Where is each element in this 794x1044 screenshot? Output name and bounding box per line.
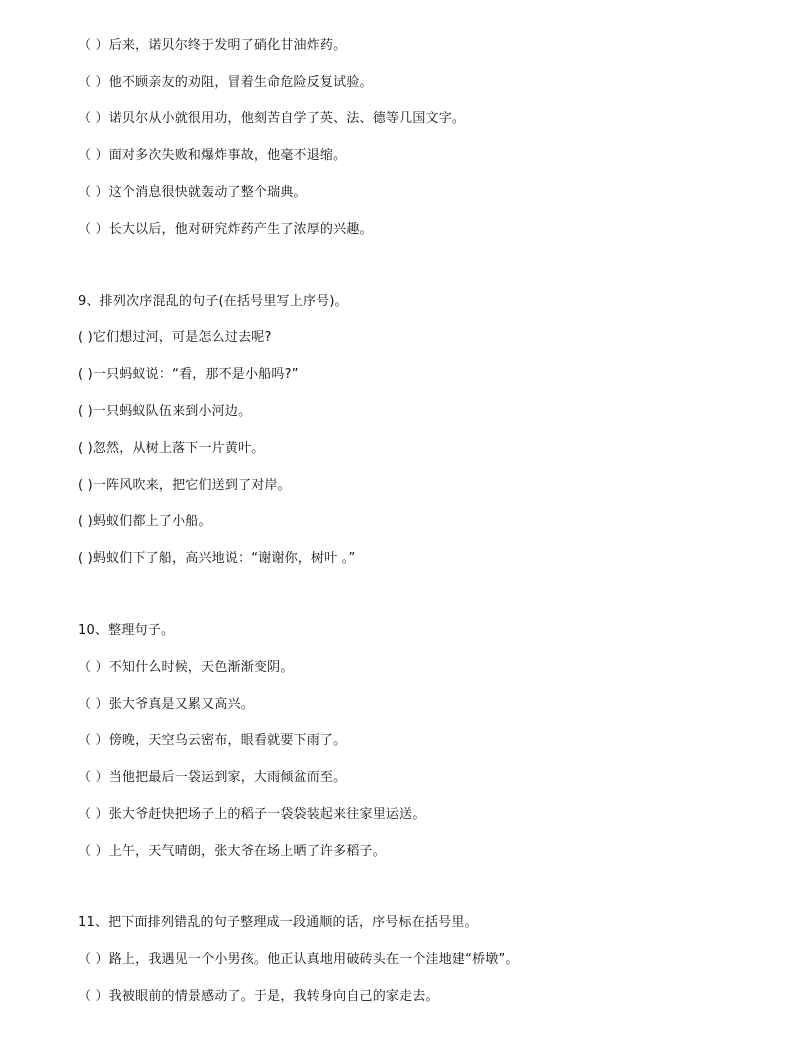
question-title: 9、排列次序混乱的句子(在括号里写上序号)。 — [78, 294, 348, 309]
ordering-item: ( )忽然，从树上落下一片黄叶。 — [78, 441, 265, 456]
ordering-item: （ ）诺贝尔从小就很用功，他刻苦自学了英、法、德等几国文字。 — [78, 111, 466, 126]
question-title: 11、把下面排列错乱的句子整理成一段通顺的话，序号标在括号里。 — [78, 915, 478, 930]
ordering-item: （ ）后来，诺贝尔终于发明了硝化甘油炸药。 — [78, 38, 347, 53]
ordering-item: （ ）面对多次失败和爆炸事故，他毫不退缩。 — [78, 148, 347, 163]
ordering-item: ( )它们想过河，可是怎么过去呢? — [78, 330, 272, 345]
ordering-item: （ ）傍晚，天空乌云密布，眼看就要下雨了。 — [78, 733, 347, 748]
ordering-item: ( )一只蚂蚁队伍来到小河边。 — [78, 404, 252, 419]
ordering-item: （ ）路上，我遇见一个小男孩。他正认真地用破砖头在一个洼地建“桥墩”。 — [78, 952, 519, 967]
ordering-item: ( )一只蚂蚁说：“看，那不是小船吗?” — [78, 367, 299, 382]
ordering-item: （ ）这个消息很快就轰动了整个瑞典。 — [78, 185, 307, 200]
ordering-item: （ ）我被眼前的情景感动了。于是，我转身向自己的家走去。 — [78, 989, 439, 1004]
ordering-item: ( )蚂蚁们都上了小船。 — [78, 514, 212, 529]
ordering-item: （ ）长大以后，他对研究炸药产生了浓厚的兴趣。 — [78, 222, 373, 237]
question-title: 10、整理句子。 — [78, 623, 175, 638]
ordering-item: （ ）他不顾亲友的劝阻，冒着生命危险反复试验。 — [78, 75, 373, 90]
ordering-item: （ ）不知什么时候，天色渐渐变阴。 — [78, 660, 294, 675]
ordering-item: （ ）张大爷赶快把场子上的稻子一袋袋装起来往家里运送。 — [78, 807, 426, 822]
ordering-item: （ ）上午，天气晴朗，张大爷在场上晒了许多稻子。 — [78, 844, 386, 859]
ordering-item: （ ）张大爷真是又累又高兴。 — [78, 697, 254, 712]
ordering-item: （ ）当他把最后一袋运到家，大雨倾盆而至。 — [78, 770, 347, 785]
ordering-item: ( )蚂蚁们下了船，高兴地说：“谢谢你，树叶 。” — [78, 551, 356, 566]
ordering-item: ( )一阵风吹来，把它们送到了对岸。 — [78, 478, 291, 493]
